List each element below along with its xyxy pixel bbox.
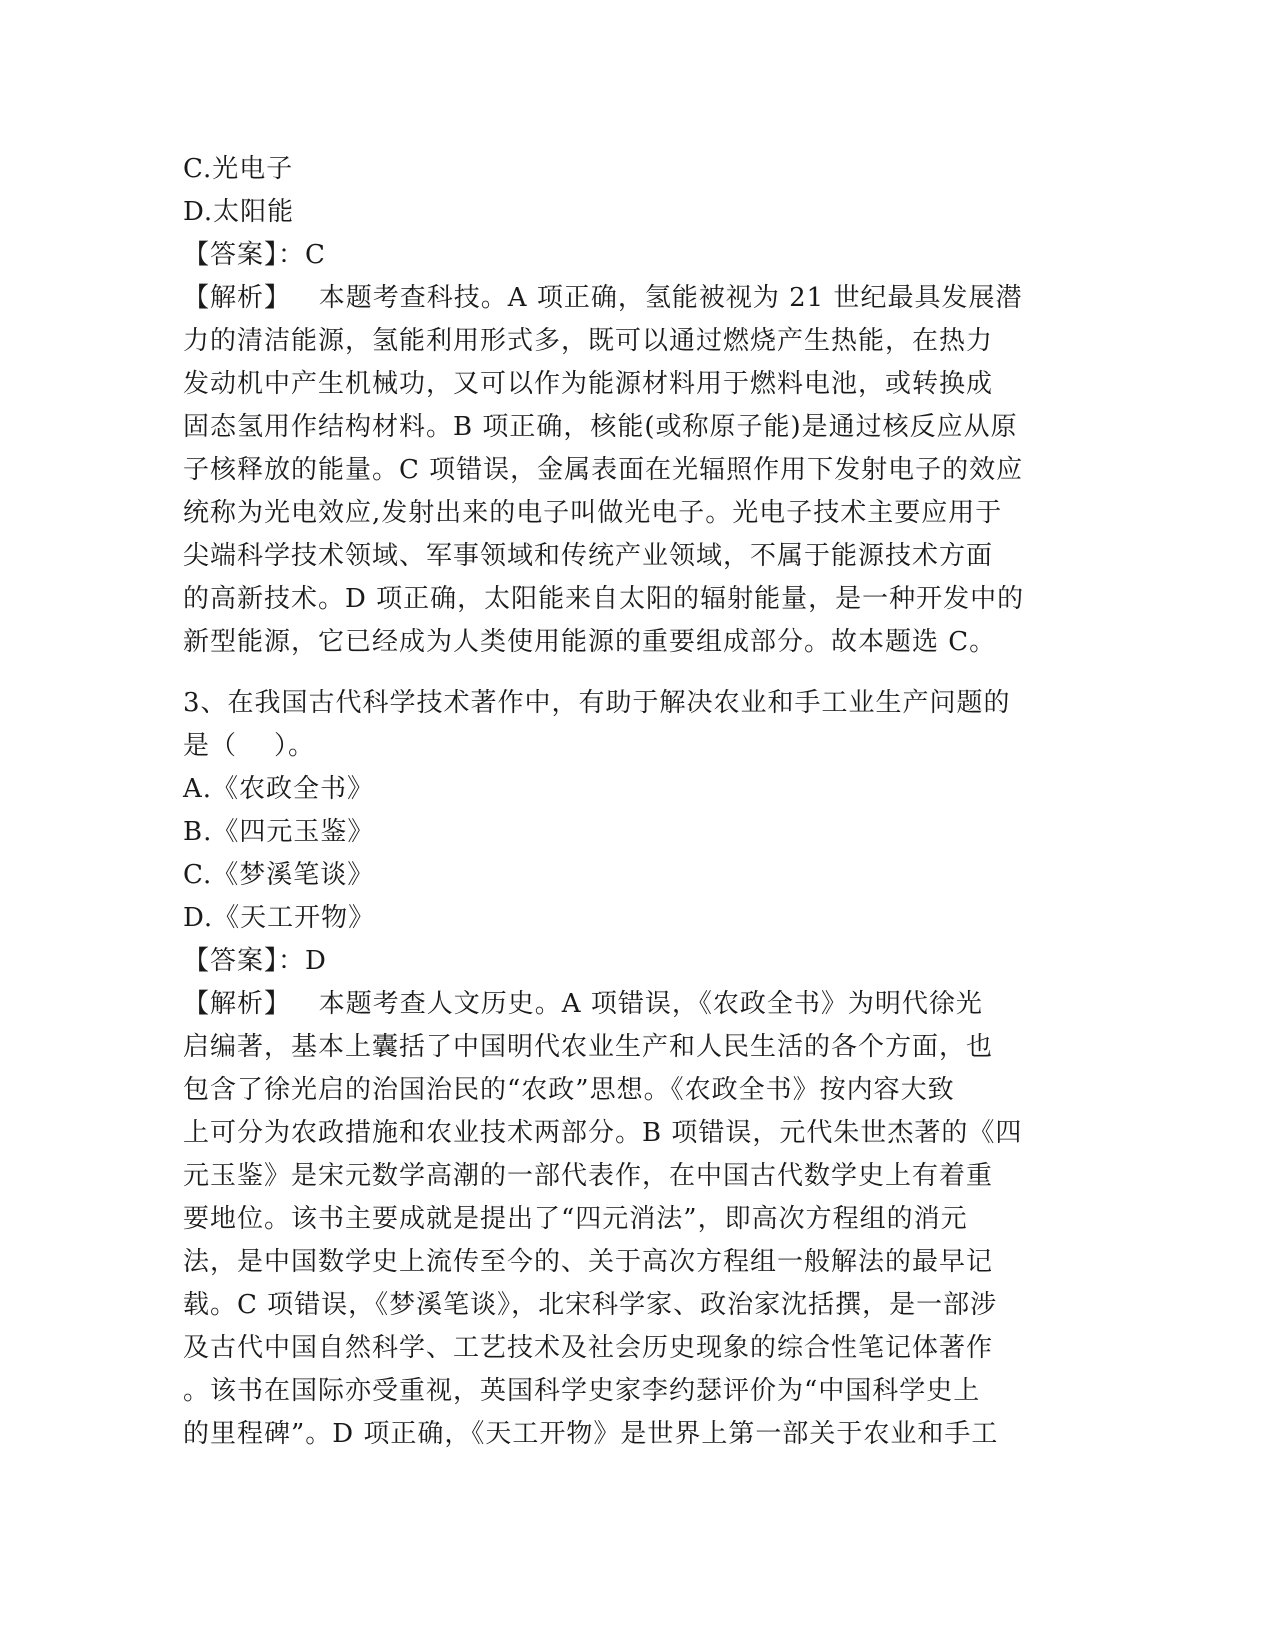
analysis-line: 要地位。该书主要成就是提出了“四元消法”，即高次方程组的消元 xyxy=(183,1204,968,1234)
option-d: D.太阳能 xyxy=(183,197,295,227)
option-a: A.《农政全书》 xyxy=(183,774,375,804)
analysis-line: 子核释放的能量。C 项错误，金属表面在光辐照作用下发射电子的效应 xyxy=(183,455,1024,485)
analysis-line: 的里程碑”。D 项正确，《天工开物》是世界上第一部关于农业和手工 xyxy=(183,1419,999,1449)
option-d: D.《天工开物》 xyxy=(183,903,376,933)
option-c: C.光电子 xyxy=(183,154,294,184)
analysis-line: 启编著，基本上囊括了中国明代农业生产和人民生活的各个方面，也 xyxy=(183,1032,994,1062)
question-stem xyxy=(183,682,1083,768)
question-stem-line: 3、在我国古代科学技术著作中，有助于解决农业和手工业生产问题的 xyxy=(183,688,1011,718)
answer-line: 【答案】：D xyxy=(183,946,327,976)
analysis-line: 及古代中国自然科学、工艺技术及社会历史现象的综合性笔记体著作 xyxy=(183,1333,994,1363)
analysis-line: 尖端科学技术领域、军事领域和传统产业领域，不属于能源技术方面 xyxy=(183,541,994,571)
analysis-line: 新型能源，它已经成为人类使用能源的重要组成部分。故本题选 C。 xyxy=(183,627,997,657)
analysis-line: 包含了徐光启的治国治民的“农政”思想。《农政全书》按内容大致 xyxy=(183,1075,955,1105)
option-c: C.《梦溪笔谈》 xyxy=(183,860,375,890)
document-page xyxy=(183,148,1083,1456)
analysis-line: 上可分为农政措施和农业技术两部分。B 项错误，元代朱世杰著的《四 xyxy=(183,1118,1023,1148)
analysis-line: 载。C 项错误，《梦溪笔谈》，北宋科学家、政治家沈括撰，是一部涉 xyxy=(183,1290,998,1320)
analysis-line: 。该书在国际亦受重视，英国科学史家李约瑟评价为“中国科学史上 xyxy=(183,1376,981,1406)
analysis-block xyxy=(183,983,1083,1456)
analysis-line: 【解析】 本题考查科技。A 项正确，氢能被视为 21 世纪最具发展潜 xyxy=(183,283,1023,313)
question-options xyxy=(183,768,1083,940)
answer-line: 【答案】：C xyxy=(183,240,326,270)
question-3-section xyxy=(183,682,1083,1456)
analysis-line: 发动机中产生机械功，又可以作为能源材料用于燃料电池，或转换成 xyxy=(183,369,994,399)
analysis-line: 固态氢用作结构材料。B 项正确，核能(或称原子能)是通过核反应从原 xyxy=(183,412,1018,442)
analysis-line: 【解析】 本题考查人文历史。A 项错误，《农政全书》为明代徐光 xyxy=(183,989,983,1019)
analysis-line: 的高新技术。D 项正确，太阳能来自太阳的辐射能量，是一种开发中的 xyxy=(183,584,1025,614)
section-gap xyxy=(183,664,1083,682)
analysis-line: 元玉鉴》是宋元数学高潮的一部代表作，在中国古代数学史上有着重 xyxy=(183,1161,994,1191)
option-b: B.《四元玉鉴》 xyxy=(183,817,375,847)
analysis-line: 统称为光电效应,发射出来的电子叫做光电子。光电子技术主要应用于 xyxy=(183,498,1003,528)
analysis-line: 法，是中国数学史上流传至今的、关于高次方程组一般解法的最早记 xyxy=(183,1247,994,1277)
analysis-block xyxy=(183,277,1083,664)
analysis-line: 力的清洁能源，氢能利用形式多，既可以通过燃烧产生热能，在热力 xyxy=(183,326,994,356)
question-stem-line: 是（ ）。 xyxy=(183,731,316,761)
previous-question-section xyxy=(183,148,1083,664)
